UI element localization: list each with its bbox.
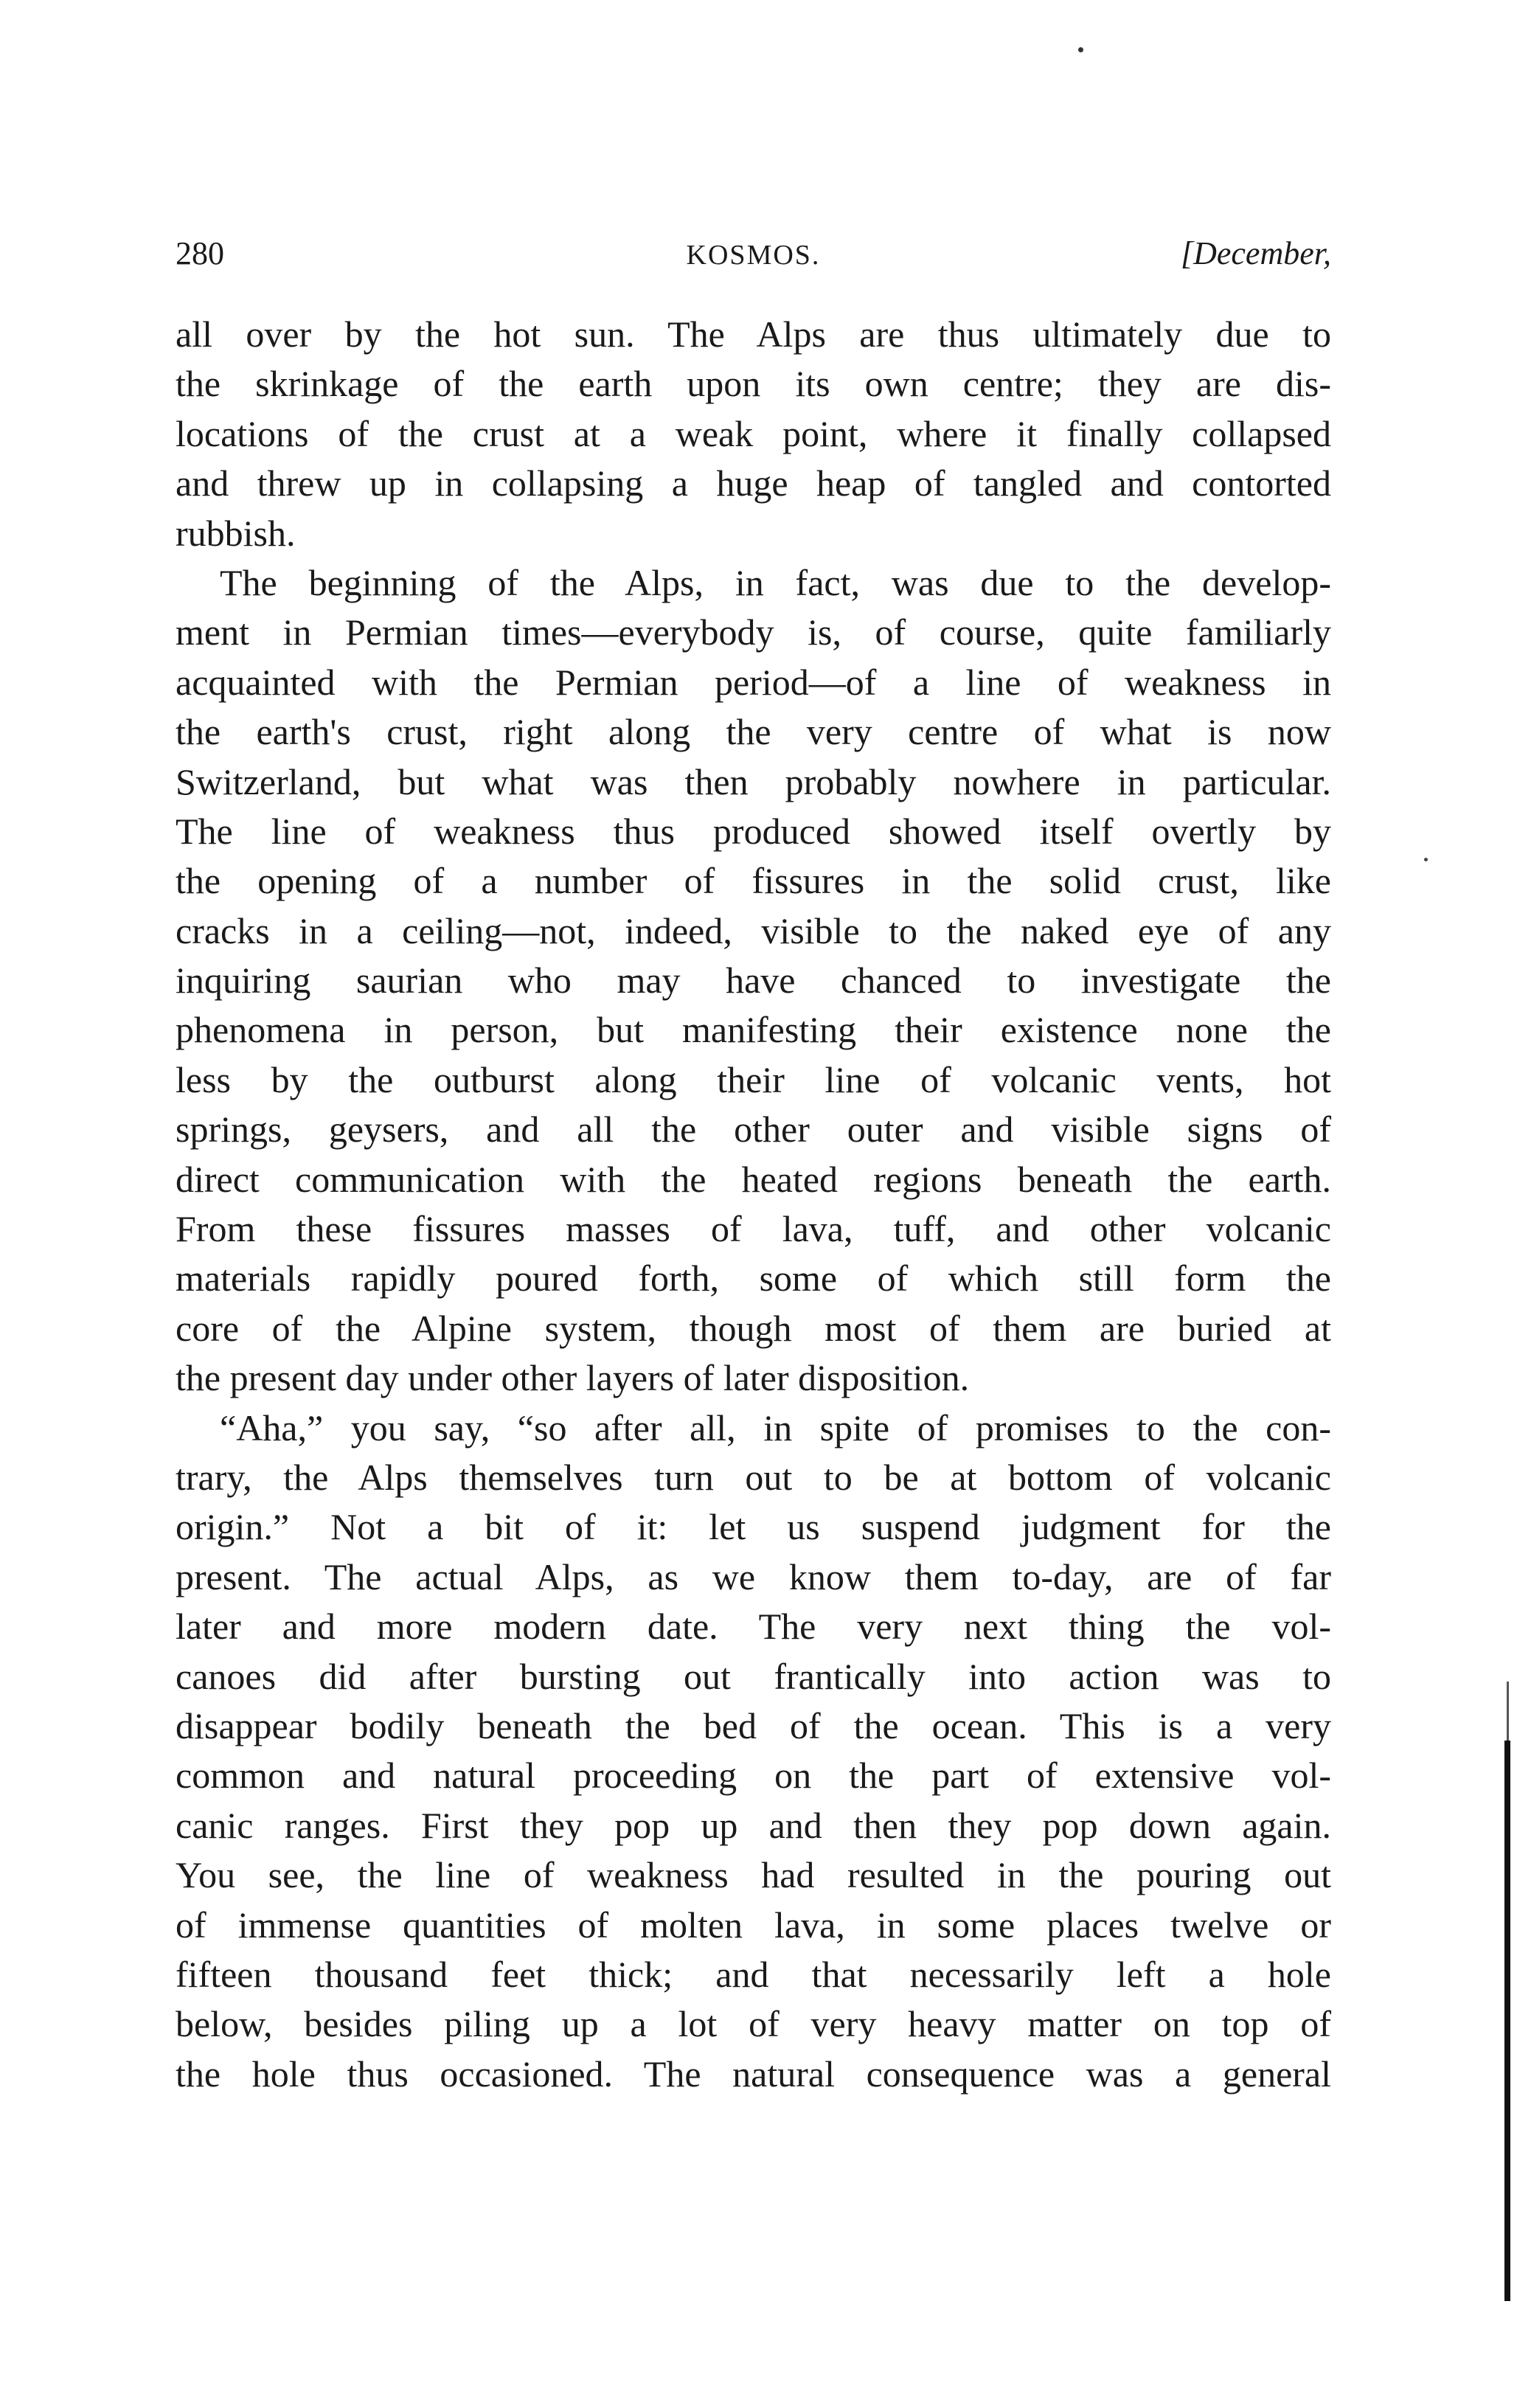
text-line: The line of weakness thus produced showed itself overtly by bbox=[176, 810, 1331, 852]
ink-speck bbox=[1424, 858, 1428, 861]
text-line: canic ranges. First they pop up and then they pop down again. bbox=[176, 1804, 1331, 1846]
text-line: fifteen thousand feet thick; and that necessarily left a hole bbox=[176, 1953, 1331, 1995]
journal-title: KOSMOS. bbox=[686, 240, 821, 271]
body-text bbox=[176, 310, 1331, 2099]
text-line: inquiring saurian who may have chanced to investigate the bbox=[176, 960, 1331, 1002]
running-header bbox=[176, 235, 1331, 286]
text-line: the earth's crust, right along the very centre of what is now bbox=[176, 711, 1331, 753]
text-line: all over by the hot sun. The Alps are thus ultimately due to bbox=[176, 313, 1331, 355]
text-line: “Aha,” you say, “so after all, in spite of promises to the con- bbox=[220, 1406, 1331, 1448]
text-line: locations of the crust at a weak point, where it finally collapsed bbox=[176, 412, 1331, 454]
text-line: direct communication with the heated regions beneath the earth. bbox=[176, 1158, 1331, 1200]
text-line: acquainted with the Permian period—of a line of weakness in bbox=[176, 661, 1331, 703]
text-line: of immense quantities of molten lava, in some places twelve or bbox=[176, 1904, 1331, 1946]
text-line: Switzerland, but what was then probably nowhere in particular. bbox=[176, 760, 1331, 802]
text-line: core of the Alpine system, though most of them are buried at bbox=[176, 1307, 1331, 1349]
scan-edge-mark bbox=[1507, 1682, 1509, 1741]
text-line: later and more modern date. The very next thing the vol- bbox=[176, 1606, 1331, 1648]
scan-edge-bar bbox=[1504, 1741, 1510, 2301]
text-line: springs, geysers, and all the other outer and visible signs of bbox=[176, 1108, 1331, 1151]
text-line: phenomena in person, but manifesting their existence none the bbox=[176, 1009, 1331, 1051]
text-line: You see, the line of weakness had resulted in the pouring out bbox=[176, 1854, 1331, 1896]
text-line: less by the outburst along their line of volcanic vents, hot bbox=[176, 1058, 1331, 1100]
text-line: From these fissures masses of lava, tuff, and other volcanic bbox=[176, 1208, 1331, 1250]
text-line: ment in Permian times—everybody is, of course, quite familiarly bbox=[176, 611, 1331, 653]
text-line: canoes did after bursting out frantically into action was to bbox=[176, 1655, 1331, 1697]
text-line: and threw up in collapsing a huge heap of tangled and contorted bbox=[176, 462, 1331, 504]
text-line: origin.” Not a bit of it: let us suspend judgment for the bbox=[176, 1506, 1331, 1548]
text-line: below, besides piling up a lot of very heavy matter on top of bbox=[176, 2003, 1331, 2045]
text-line: trary, the Alps themselves turn out to be at bottom of volcanic bbox=[176, 1456, 1331, 1498]
page-number: 280 bbox=[176, 235, 224, 271]
text-line: the opening of a number of fissures in the solid crust, like bbox=[176, 860, 1331, 902]
text-line: the present day under other layers of later disposition. bbox=[176, 1357, 970, 1399]
text-line: common and natural proceeding on the part of extensive vol- bbox=[176, 1755, 1331, 1797]
text-line: the skrinkage of the earth upon its own centre; they are dis- bbox=[176, 363, 1331, 405]
text-line: the hole thus occasioned. The natural consequence was a general bbox=[176, 2053, 1331, 2095]
ink-speck bbox=[1078, 47, 1083, 52]
text-line: present. The actual Alps, as we know them to-day, are of far bbox=[176, 1555, 1331, 1597]
text-line: cracks in a ceiling—not, indeed, visible to the naked eye of any bbox=[176, 909, 1331, 951]
text-line: disappear bodily beneath the bed of the ocean. This is a very bbox=[176, 1704, 1331, 1746]
text-line: The beginning of the Alps, in fact, was due to the develop- bbox=[220, 561, 1331, 603]
running-month: [December, bbox=[1180, 235, 1331, 271]
text-line: rubbish. bbox=[176, 512, 296, 554]
text-line: materials rapidly poured forth, some of which still form the bbox=[176, 1257, 1331, 1300]
